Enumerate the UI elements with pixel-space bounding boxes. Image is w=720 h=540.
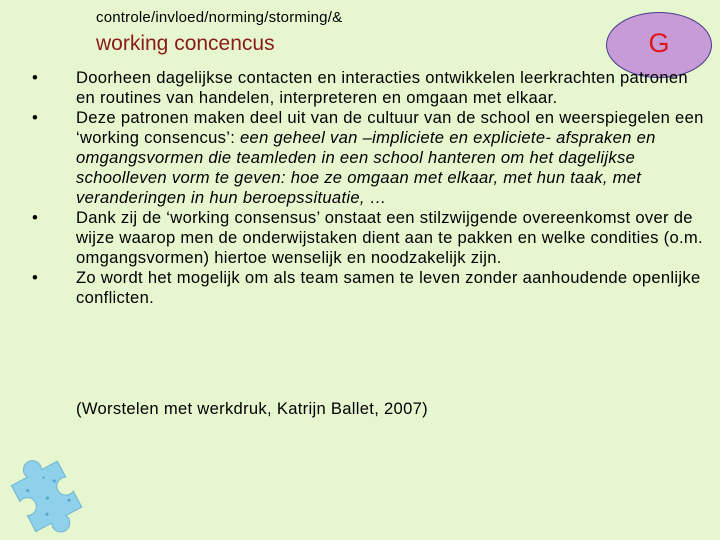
slide-title: working concencus xyxy=(96,32,275,55)
bullet-dot: • xyxy=(31,108,39,127)
bullet-dot: • xyxy=(31,268,39,287)
citation: (Worstelen met werkdruk, Katrijn Ballet, 2007) xyxy=(76,399,428,418)
bullet-text: Doorheen dagelijkse contacten en interacties ontwikkelen leerkrachten patronen en routines van handelen, interpreteren en omgaan met elkaar. xyxy=(76,68,688,107)
bullet-item xyxy=(28,208,708,268)
badge-letter: G xyxy=(648,28,670,58)
puzzle-piece-icon xyxy=(0,430,100,540)
bullet-item xyxy=(28,108,708,208)
bullet-item xyxy=(28,268,708,308)
bullet-list xyxy=(28,68,708,308)
bullet-dot: • xyxy=(31,208,39,227)
slide-subtitle: controle/invloed/norming/storming/& xyxy=(96,9,343,26)
bullet-text: Dank zij de ‘working consensus’ onstaat een stilzwijgende overeenkomst over de wijze waarop men de onderwijstaken dient aan te pakken en welke condities (o.m. omgangsvormen) hiertoe wenselijk en noodzakelijk zijn. xyxy=(76,208,703,267)
bullet-text: Zo wordt het mogelijk om als team samen te leven zonder aanhoudende openlijke conflicten. xyxy=(76,268,701,307)
bullet-italic-text: een geheel van –impliciete en expliciete- afspraken en omgangsvormen die teamleden in een school hanteren om het dagelijkse schoolleven vorm te geven: hoe ze omgaan met elkaar, met hun taak, met veranderingen in hun beroepssituatie, … xyxy=(76,128,656,207)
bullet-dot: • xyxy=(31,68,39,87)
bullet-text: Deze patronen maken deel uit van de cultuur van de school en weerspiegelen een ‘working consencus’: xyxy=(76,108,704,147)
bullet-item xyxy=(28,68,708,108)
